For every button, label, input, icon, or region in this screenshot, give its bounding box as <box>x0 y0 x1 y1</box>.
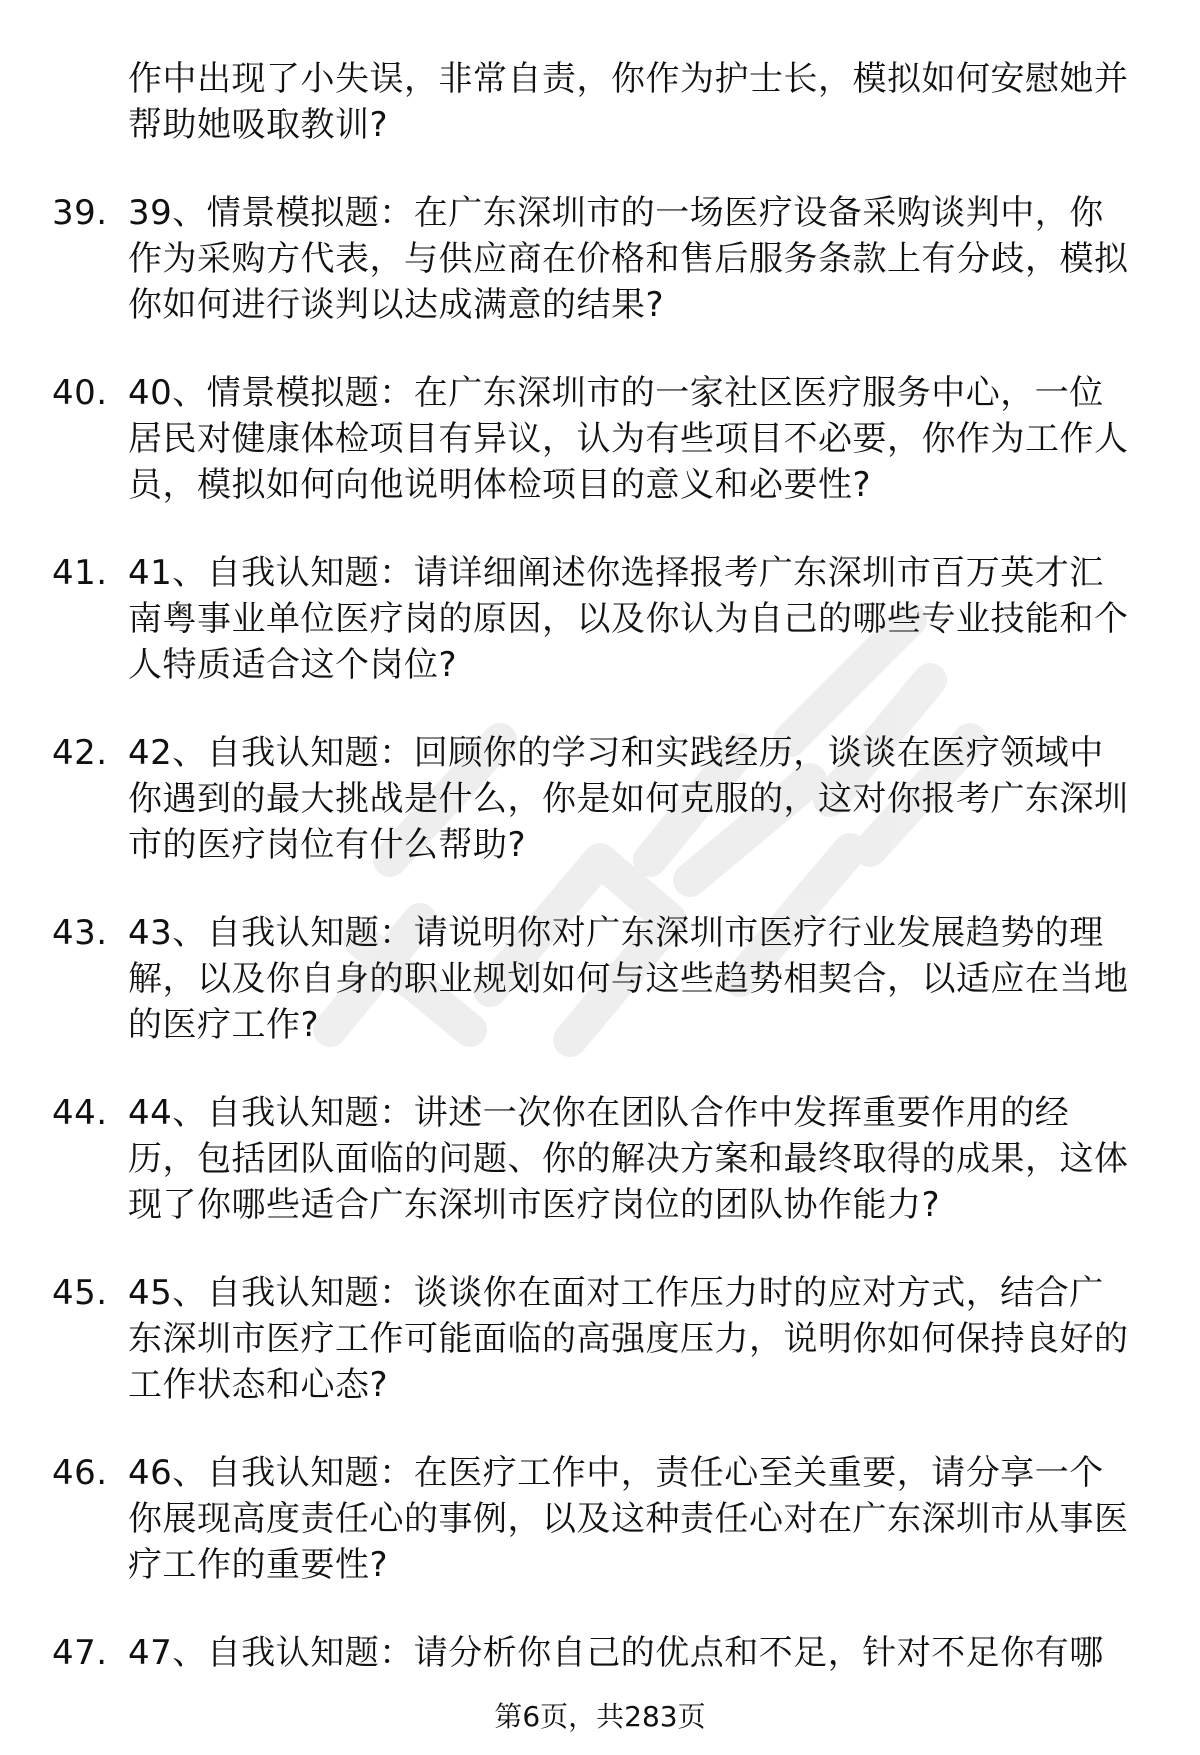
question-text: 40、情景模拟题：在广东深圳市的一家社区医疗服务中心，一位居民对健康体检项目有异议，认为有些项目不必要，你作为工作人员，模拟如何向他说明体检项目的意义和必要性? <box>128 373 1129 505</box>
question-text: 47、自我认知题：请分析你自己的优点和不足，针对不足你有哪 <box>128 1633 1104 1673</box>
question-item <box>0 730 1200 868</box>
question-text: 42、自我认知题：回顾你的学习和实践经历，谈谈在医疗领域中你遇到的最大挑战是什么，你是如何克服的，这对你报考广东深圳市的医疗岗位有什么帮助? <box>128 733 1129 865</box>
question-text: 44、自我认知题：讲述一次你在团队合作中发挥重要作用的经历，包括团队面临的问题、你的解决方案和最终取得的成果，这体现了你哪些适合广东深圳市医疗岗位的团队协作能力? <box>128 1093 1129 1225</box>
question-number: 44. <box>52 1093 108 1133</box>
question-item <box>0 1270 1200 1408</box>
question-item <box>0 550 1200 688</box>
question-number: 47. <box>52 1633 108 1673</box>
question-item <box>0 1450 1200 1588</box>
continued-question-text: 作中出现了小失误，非常自责，你作为护士长，模拟如何安慰她并帮助她吸取教训? <box>128 59 1129 145</box>
question-number: 45. <box>52 1273 108 1313</box>
question-number: 41. <box>52 553 108 593</box>
question-text: 46、自我认知题：在医疗工作中，责任心至关重要，请分享一个你展现高度责任心的事例，以及这种责任心对在广东深圳市从事医疗工作的重要性? <box>128 1453 1129 1585</box>
question-text: 43、自我认知题：请说明你对广东深圳市医疗行业发展趋势的理解，以及你自身的职业规划如何与这些趋势相契合，以适应在当地的医疗工作? <box>128 913 1129 1045</box>
question-item <box>0 1090 1200 1228</box>
question-number: 39. <box>52 193 108 233</box>
question-text: 41、自我认知题：请详细阐述你选择报考广东深圳市百万英才汇南粤事业单位医疗岗的原因，以及你认为自己的哪些专业技能和个人特质适合这个岗位? <box>128 553 1129 685</box>
question-number: 43. <box>52 913 108 953</box>
question-list <box>0 190 1200 1676</box>
question-number: 46. <box>52 1453 108 1493</box>
question-item <box>0 910 1200 1048</box>
page-footer: 第6页，共283页 <box>494 1700 706 1733</box>
question-item <box>0 370 1200 508</box>
question-text: 45、自我认知题：谈谈你在面对工作压力时的应对方式，结合广东深圳市医疗工作可能面临的高强度压力，说明你如何保持良好的工作状态和心态? <box>128 1273 1129 1405</box>
question-item <box>0 190 1200 328</box>
question-item <box>0 1630 1200 1676</box>
question-number: 42. <box>52 733 108 773</box>
content-area <box>0 56 1200 1718</box>
question-text: 39、情景模拟题：在广东深圳市的一场医疗设备采购谈判中，你作为采购方代表，与供应商在价格和售后服务条款上有分歧，模拟你如何进行谈判以达成满意的结果? <box>128 193 1129 325</box>
question-number: 40. <box>52 373 108 413</box>
